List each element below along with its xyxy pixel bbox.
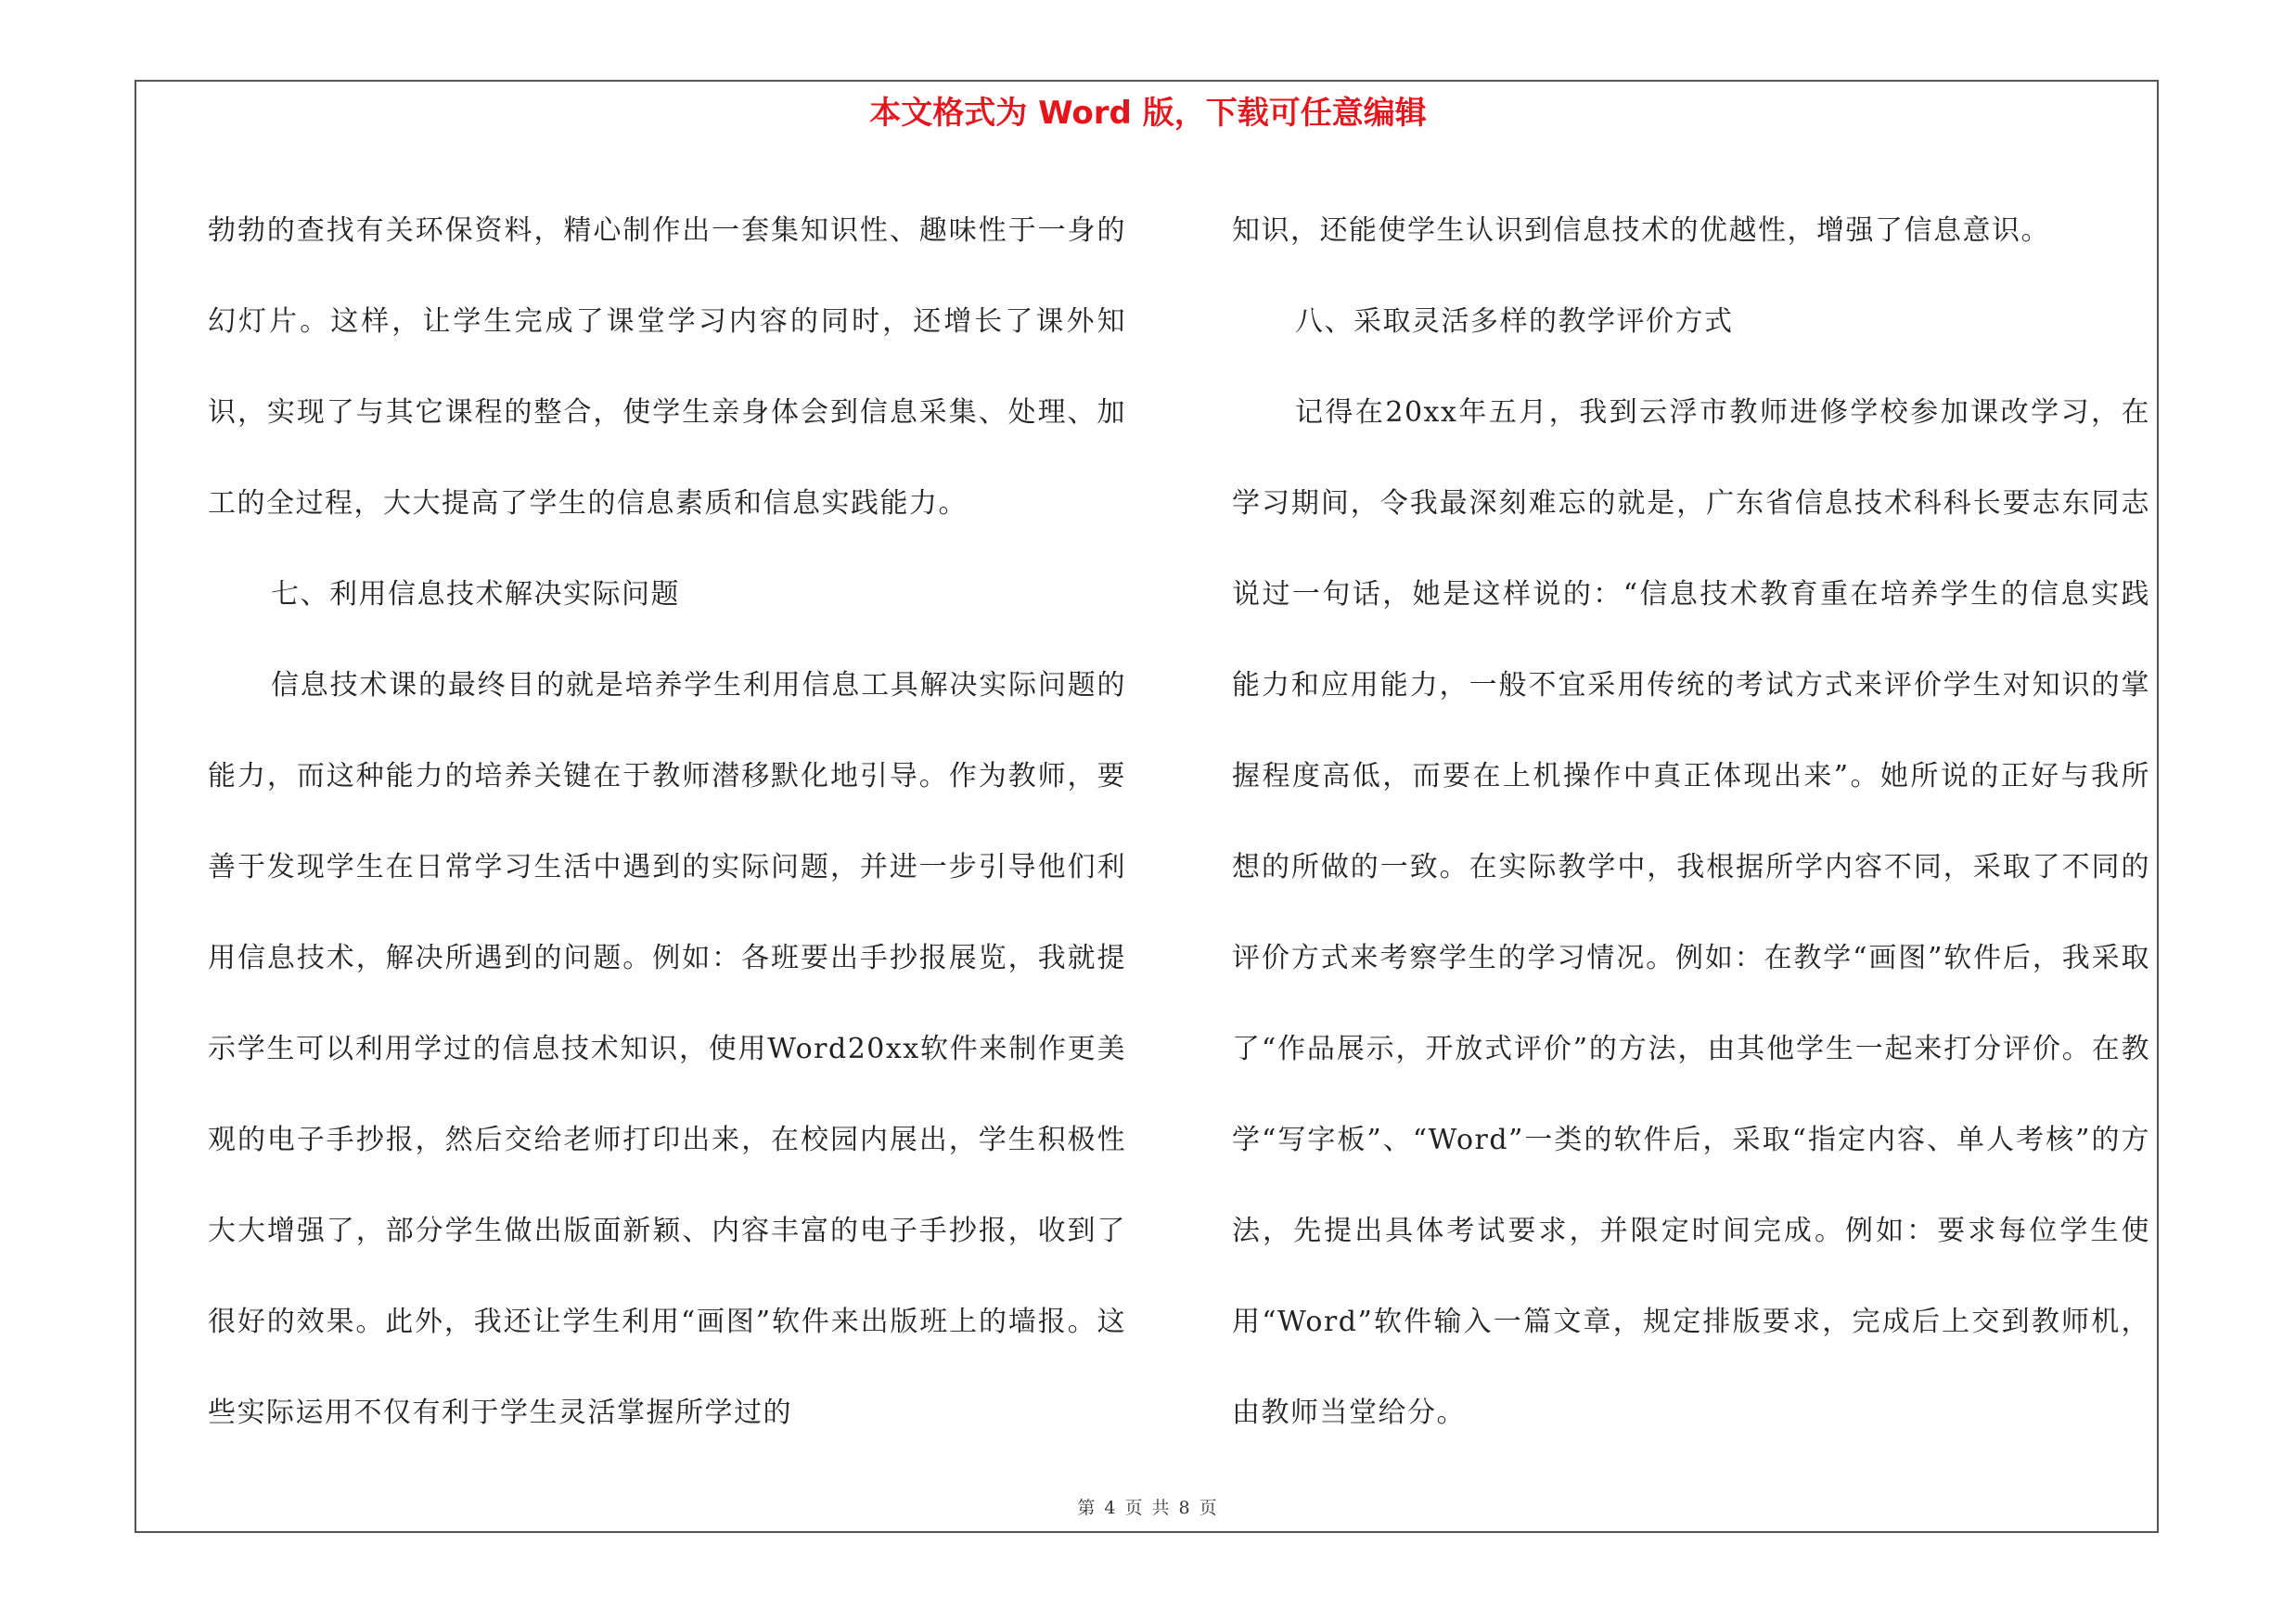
paragraph-problem-solving: 信息技术课的最终目的就是培养学生利用信息工具解决实际问题的能力，而这种能力的培养关键在于教师潜移默化地引导。作为教师，要善于发现学生在日常学习生活中遇到的实际问题，并进一步引导他们利用信息技术，解决所遇到的问题。例如：各班要出手抄报展览，我就提示学生可以利用学过的信息技术知识，使用Word20xx软件来制作更美观的电子手抄报，然后交给老师打印出来，在校园内展出，学生积极性大大增强了，部分学生做出版面新颖、内容丰富的电子手抄报，收到了很好的效果。此外，我还让学生利用“画图”软件来出版班上的墙报。这些实际运用不仅有利于学生灵活掌握所学过的 bbox=[208, 669, 1126, 1429]
paragraph-continued: 勃勃的查找有关环保资料，精心制作出一套集知识性、趣味性于一身的幻灯片。这样，让学生完成了课堂学习内容的同时，还增长了课外知识，实现了与其它课程的整合，使学生亲身体会到信息采集、处理、加工的全过程，大大提高了学生的信息素质和信息实践能力。 bbox=[208, 214, 1126, 520]
format-notice-banner: 本文格式为 Word 版，下载可任意编辑 bbox=[869, 95, 1427, 132]
section-heading-seven: 七、利用信息技术解决实际问题 bbox=[271, 578, 680, 611]
section-heading-eight: 八、采取灵活多样的教学评价方式 bbox=[1295, 305, 1734, 338]
paragraph-continued: 知识，还能使学生认识到信息技术的优越性，增强了信息意识。 bbox=[1232, 214, 2050, 247]
paragraph-evaluation: 记得在20xx年五月，我到云浮市教师进修学校参加课改学习，在学习期间，令我最深刻难忘的就是，广东省信息技术科科长要志东同志说过一句话，她是这样说的：“信息技术教育重在培养学生的信息实践能力和应用能力，一般不宜采用传统的考试方式来评价学生对知识的掌握程度高低，而要在上机操作中真正体现出来”。她所说的正好与我所想的所做的一致。在实际教学中，我根据所学内容不同，采取了不同的评价方式来考察学生的学习情况。例如：在教学“画图”软件后，我采取了“作品展示，开放式评价”的方法，由其他学生一起来打分评价。在教学“写字板”、“Word”一类的软件后，采取“指定内容、单人考核”的方法，先提出具体考试要求，并限定时间完成。例如：要求每位学生使用“Word”软件输入一篇文章，规定排版要求，完成后上交到教师机，由教师当堂给分。 bbox=[1232, 396, 2150, 1429]
right-text-column bbox=[1232, 186, 2150, 1459]
page-number: 第 4 页 共 8 页 bbox=[1077, 1498, 1219, 1518]
left-text-column bbox=[208, 186, 1126, 1459]
